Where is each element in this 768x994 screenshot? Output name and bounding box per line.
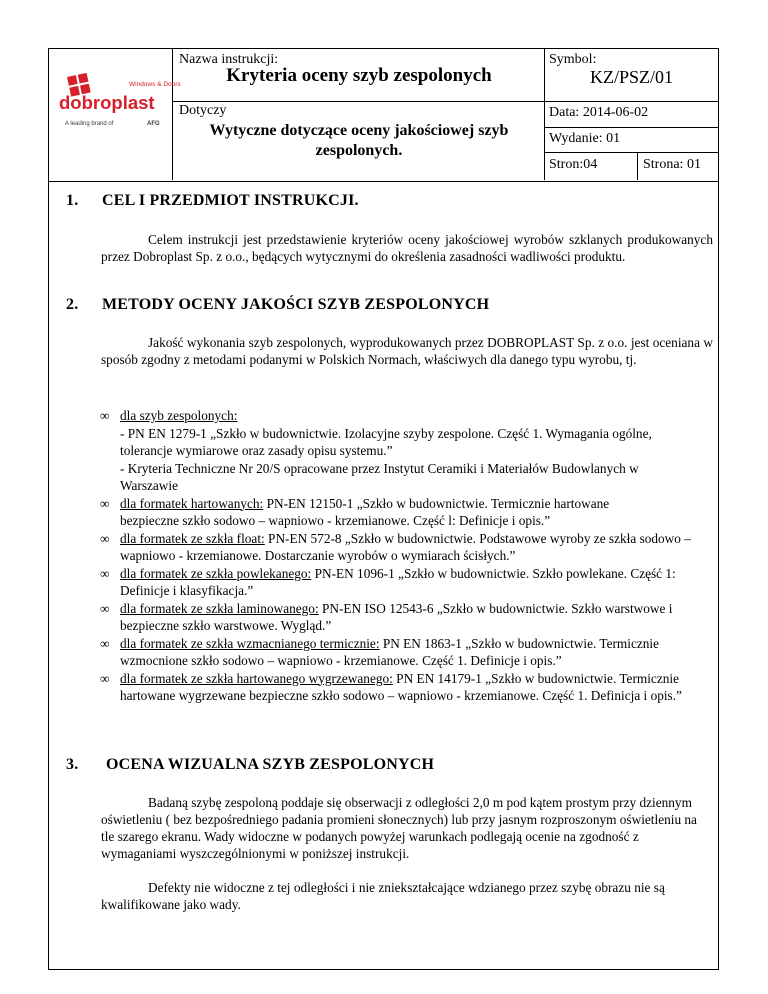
section-3-paragraph-2: Defekty nie widoczne z tej odległości i nie zniekształcające wdzianego przez szybę obrazu nie są kwalifikowane jako wady. xyxy=(101,880,665,912)
item-label: dla szyb zespolonych: xyxy=(120,408,238,423)
logo-brand: dobroplast xyxy=(59,92,155,113)
list-item xyxy=(100,530,720,565)
bullet-mark: ∞ xyxy=(100,600,110,616)
section-1-text: Celem instrukcji jest przedstawienie kryteriów oceny jakościowej wyrobów szklanych produkowanych przez Dobroplast Sp. z o.o., będących wytycznymi do określenia zasadności wadliwości produktu. xyxy=(101,232,713,264)
section-3-paragraph-1: Badaną szybę zespoloną poddaje się obserwacji z odległości 2,0 m pod kątem prostym przy dziennym oświetleniu ( bez bezpośredniego padania promieni słonecznych) lub przy jasnym rozproszonym oświetleniu na tle szarego ekranu. Wady widoczne w podanych powyżej warunkach podlegają ocenie na zgodność z wymaganiami wyszczególnionymi w poniższej instrukcji. xyxy=(101,795,697,861)
item-text: PN EN 1863-1 „Szkło w budownictwie. Termicznie wzmocnione szkło sodowo – wapniowo - krzemianowe. Część 1. Definicje i opis.” xyxy=(120,635,660,668)
logo-parent: AFG xyxy=(147,121,160,127)
page-number: Strona: 01 xyxy=(643,157,701,172)
item-label: dla formatek ze szkła laminowanego: xyxy=(120,600,319,616)
item-label: dla formatek ze szkła wzmacnianego termicznie: xyxy=(120,635,380,651)
section-1-title: CEL I PRZEDMIOT INSTRUKCJI. xyxy=(102,192,359,209)
bullet-mark: ∞ xyxy=(100,408,110,423)
dobroplast-logo xyxy=(53,73,181,163)
concerns-label: Dotyczy xyxy=(179,103,227,118)
item-text: PN-EN ISO 12543-6 „Szkło w budownictwie. Szkło warstwowe i bezpieczne szkło warstwowe. Wygląd.” xyxy=(120,600,673,633)
section-2-number: 2. xyxy=(66,296,79,313)
pages-count: Stron:04 xyxy=(549,157,598,172)
bullet-mark: ∞ xyxy=(100,635,110,651)
bullet-mark: ∞ xyxy=(100,495,110,511)
item-label: dla formatek ze szkła float: xyxy=(120,530,265,546)
item-text: PN EN 14179-1 „Szkło w budownictwie. Termicznie hartowane wygrzewane bezpieczne szkło sodowo – wapniowo - krzemianowe. Część 1. Definicja i opis.” xyxy=(120,670,682,703)
bullet-mark: ∞ xyxy=(100,530,110,546)
bullet-mark: ∞ xyxy=(100,670,110,686)
standards-list xyxy=(100,407,720,705)
date-field: Data: 2014-06-02 xyxy=(549,105,649,120)
item-text: PN-EN 12150-1 „Szkło w budownictwie. Termicznie hartowane bezpieczne szkło sodowo – wapniowo - krzemianowe. Część l: Definicje i opis.” xyxy=(120,495,610,528)
logo-leading: A leading brand of xyxy=(65,121,114,127)
doc-subtitle: Wytyczne dotyczące oceny jakościowej szyb zespolonych. xyxy=(209,122,509,159)
item-extra: - Kryteria Techniczne Nr 20/S opracowane przez Instytut Ceramiki i Materiałów Budowlanych w Warszawie xyxy=(120,460,639,493)
section-1-number: 1. xyxy=(66,192,79,209)
item-text: PN-EN 1096-1 „Szkło w budownictwie. Szkło powlekane. Część 1: Definicje i klasyfikacja.” xyxy=(120,565,676,598)
list-item xyxy=(100,635,695,670)
symbol-label: Symbol: xyxy=(549,52,597,67)
item-label: dla formatek ze szkła hartowanego wygrzewanego: xyxy=(120,670,393,686)
section-3-title: OCENA WIZUALNA SZYB ZESPOLONYCH xyxy=(106,756,435,773)
list-item xyxy=(100,670,725,705)
header-table xyxy=(49,49,718,182)
item-label: dla formatek ze szkła powlekanego: xyxy=(120,565,312,581)
item-label: dla formatek hartowanych: xyxy=(120,495,264,511)
list-item xyxy=(100,407,670,495)
list-item xyxy=(100,495,670,530)
list-item xyxy=(100,565,680,600)
logo-tagline: Windows & Doors xyxy=(129,81,181,88)
section-3-number: 3. xyxy=(66,756,79,773)
symbol-value: KZ/PSZ/01 xyxy=(589,67,673,87)
item-text: PN-EN 572-8 „Szkło w budownictwie. Podstawowe wyroby ze szkła sodowo – wapniowo - krzemianowe. Dostarczanie wyrobów o wymiarach ścisłych.” xyxy=(120,530,691,563)
logo-graphic xyxy=(53,73,181,163)
edition-field: Wydanie: 01 xyxy=(549,131,621,146)
section-2-title: METODY OCENY JAKOŚCI SZYB ZESPOLONYCH xyxy=(102,296,490,313)
doc-title: Kryteria oceny szyb zespolonych xyxy=(226,65,492,86)
name-label: Nazwa instrukcji: xyxy=(179,52,279,67)
section-2-intro: Jakość wykonania szyb zespolonych, wyprodukowanych przez DOBROPLAST Sp. z o.o. jest oceniana w sposób zgodny z metodami podanymi w Polskich Normach, właściwych dla danego typu wyrobu, tj. xyxy=(101,335,713,367)
bullet-mark: ∞ xyxy=(100,565,110,581)
item-extra: - PN EN 1279-1 „Szkło w budownictwie. Izolacyjne szyby zespolone. Część 1. Wymagania ogólne, tolerancje wymiarowe oraz zasady opisu systemu.” xyxy=(120,425,652,458)
list-item xyxy=(100,600,710,635)
